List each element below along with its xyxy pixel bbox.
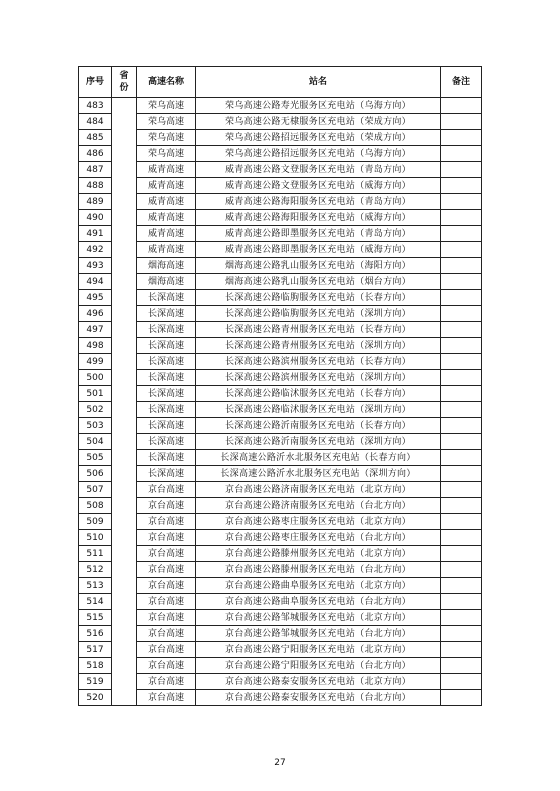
cell-station: 京台高速公路枣庄服务区充电站（台北方向） (196, 530, 441, 546)
table-row (79, 130, 482, 146)
table-header-row (79, 67, 482, 98)
table-row (79, 338, 482, 354)
cell-highway: 长深高速 (137, 290, 196, 306)
cell-no: 509 (79, 514, 112, 530)
cell-highway: 荣乌高速 (137, 114, 196, 130)
cell-highway: 京台高速 (137, 690, 196, 706)
table-row (79, 226, 482, 242)
header-province-line-1: 省 (119, 71, 129, 81)
cell-no: 511 (79, 546, 112, 562)
cell-highway: 京台高速 (137, 578, 196, 594)
cell-station: 京台高速公路曲阜服务区充电站（台北方向） (196, 594, 441, 610)
cell-no: 484 (79, 114, 112, 130)
cell-no: 491 (79, 226, 112, 242)
table-row (79, 242, 482, 258)
table-row (79, 162, 482, 178)
cell-note (441, 226, 482, 242)
table-row (79, 370, 482, 386)
cell-no: 505 (79, 450, 112, 466)
cell-note (441, 386, 482, 402)
cell-note (441, 370, 482, 386)
cell-note (441, 242, 482, 258)
cell-no: 490 (79, 210, 112, 226)
cell-highway: 威青高速 (137, 162, 196, 178)
cell-note (441, 514, 482, 530)
cell-note (441, 178, 482, 194)
cell-highway: 长深高速 (137, 338, 196, 354)
cell-note (441, 194, 482, 210)
cell-station: 威青高速公路即墨服务区充电站（青岛方向） (196, 226, 441, 242)
cell-station: 京台高速公路济南服务区充电站（台北方向） (196, 498, 441, 514)
table-row (79, 290, 482, 306)
cell-note (441, 690, 482, 706)
cell-highway: 长深高速 (137, 386, 196, 402)
cell-highway: 长深高速 (137, 418, 196, 434)
cell-station: 长深高速公路沂水北服务区充电站（深圳方向） (196, 466, 441, 482)
cell-no: 510 (79, 530, 112, 546)
header-no: 序号 (79, 67, 112, 98)
cell-station: 京台高速公路宁阳服务区充电站（台北方向） (196, 658, 441, 674)
cell-no: 500 (79, 370, 112, 386)
header-note: 备注 (441, 67, 482, 98)
cell-note (441, 466, 482, 482)
cell-note (441, 578, 482, 594)
cell-note (441, 418, 482, 434)
cell-note (441, 338, 482, 354)
cell-station: 长深高速公路沂南服务区充电站（长春方向） (196, 418, 441, 434)
cell-highway: 长深高速 (137, 322, 196, 338)
table-row (79, 98, 482, 114)
cell-station: 威青高速公路文登服务区充电站（青岛方向） (196, 162, 441, 178)
table-row (79, 466, 482, 482)
cell-highway: 长深高速 (137, 450, 196, 466)
cell-note (441, 114, 482, 130)
cell-no: 517 (79, 642, 112, 658)
table-row (79, 402, 482, 418)
cell-no: 489 (79, 194, 112, 210)
table-row (79, 642, 482, 658)
cell-note (441, 306, 482, 322)
cell-no: 515 (79, 610, 112, 626)
cell-highway: 威青高速 (137, 242, 196, 258)
cell-note (441, 162, 482, 178)
table-row (79, 194, 482, 210)
table-row (79, 514, 482, 530)
cell-highway: 威青高速 (137, 226, 196, 242)
cell-note (441, 146, 482, 162)
cell-no: 513 (79, 578, 112, 594)
cell-no: 514 (79, 594, 112, 610)
cell-station: 京台高速公路滕州服务区充电站（台北方向） (196, 562, 441, 578)
cell-highway: 京台高速 (137, 658, 196, 674)
cell-note (441, 642, 482, 658)
cell-no: 496 (79, 306, 112, 322)
cell-highway: 长深高速 (137, 466, 196, 482)
cell-note (441, 130, 482, 146)
cell-highway: 长深高速 (137, 354, 196, 370)
table-row (79, 674, 482, 690)
cell-highway: 长深高速 (137, 370, 196, 386)
cell-station: 京台高速公路泰安服务区充电站（北京方向） (196, 674, 441, 690)
cell-station: 京台高速公路泰安服务区充电站（台北方向） (196, 690, 441, 706)
cell-note (441, 594, 482, 610)
cell-station: 长深高速公路青州服务区充电站（长春方向） (196, 322, 441, 338)
cell-note (441, 322, 482, 338)
cell-station: 京台高速公路邹城服务区充电站（北京方向） (196, 610, 441, 626)
cell-note (441, 354, 482, 370)
cell-station: 长深高速公路滨州服务区充电站（深圳方向） (196, 370, 441, 386)
cell-note (441, 482, 482, 498)
cell-station: 京台高速公路宁阳服务区充电站（北京方向） (196, 642, 441, 658)
cell-note (441, 562, 482, 578)
cell-station: 京台高速公路枣庄服务区充电站（北京方向） (196, 514, 441, 530)
cell-highway: 京台高速 (137, 530, 196, 546)
cell-station: 荣乌高速公路无棣服务区充电站（荣成方向） (196, 114, 441, 130)
table-row (79, 482, 482, 498)
cell-note (441, 626, 482, 642)
cell-highway: 烟海高速 (137, 258, 196, 274)
cell-station: 长深高速公路临沭服务区充电站（深圳方向） (196, 402, 441, 418)
table-row (79, 114, 482, 130)
cell-station: 威青高速公路海阳服务区充电站（威海方向） (196, 210, 441, 226)
cell-station: 荣乌高速公路寿光服务区充电站（乌海方向） (196, 98, 441, 114)
table-row (79, 626, 482, 642)
cell-no: 507 (79, 482, 112, 498)
table-row (79, 306, 482, 322)
cell-highway: 京台高速 (137, 642, 196, 658)
cell-no: 499 (79, 354, 112, 370)
cell-no: 497 (79, 322, 112, 338)
cell-highway: 长深高速 (137, 434, 196, 450)
cell-highway: 长深高速 (137, 306, 196, 322)
table-row (79, 386, 482, 402)
table-row (79, 578, 482, 594)
cell-note (441, 258, 482, 274)
header-province (112, 67, 137, 98)
cell-highway: 威青高速 (137, 210, 196, 226)
cell-note (441, 658, 482, 674)
cell-highway: 威青高速 (137, 194, 196, 210)
cell-highway: 京台高速 (137, 514, 196, 530)
table-row (79, 658, 482, 674)
page-number: 27 (274, 758, 286, 768)
cell-no: 508 (79, 498, 112, 514)
cell-station: 京台高速公路济南服务区充电站（北京方向） (196, 482, 441, 498)
table-row (79, 450, 482, 466)
cell-station: 长深高速公路滨州服务区充电站（长春方向） (196, 354, 441, 370)
cell-station: 荣乌高速公路招远服务区充电站（乌海方向） (196, 146, 441, 162)
cell-province (112, 98, 137, 706)
cell-note (441, 610, 482, 626)
table-row (79, 498, 482, 514)
header-station: 站名 (196, 67, 441, 98)
cell-note (441, 210, 482, 226)
cell-station: 长深高速公路青州服务区充电站（深圳方向） (196, 338, 441, 354)
cell-highway: 京台高速 (137, 498, 196, 514)
table-row (79, 562, 482, 578)
cell-station: 荣乌高速公路招远服务区充电站（荣成方向） (196, 130, 441, 146)
cell-note (441, 434, 482, 450)
cell-station: 长深高速公路沂南服务区充电站（深圳方向） (196, 434, 441, 450)
cell-note (441, 274, 482, 290)
table-row (79, 354, 482, 370)
cell-highway: 荣乌高速 (137, 146, 196, 162)
cell-station: 京台高速公路滕州服务区充电站（北京方向） (196, 546, 441, 562)
cell-station: 威青高速公路海阳服务区充电站（青岛方向） (196, 194, 441, 210)
cell-highway: 京台高速 (137, 562, 196, 578)
cell-no: 486 (79, 146, 112, 162)
cell-note (441, 530, 482, 546)
cell-no: 506 (79, 466, 112, 482)
table-row (79, 434, 482, 450)
cell-note (441, 402, 482, 418)
table-row (79, 274, 482, 290)
cell-station: 威青高速公路文登服务区充电站（威海方向） (196, 178, 441, 194)
cell-no: 487 (79, 162, 112, 178)
cell-no: 501 (79, 386, 112, 402)
cell-note (441, 674, 482, 690)
cell-highway: 京台高速 (137, 674, 196, 690)
cell-station: 京台高速公路邹城服务区充电站（台北方向） (196, 626, 441, 642)
station-table (78, 66, 482, 706)
cell-no: 495 (79, 290, 112, 306)
cell-highway: 京台高速 (137, 546, 196, 562)
table-body (79, 98, 482, 706)
cell-no: 504 (79, 434, 112, 450)
table-row (79, 546, 482, 562)
cell-station: 长深高速公路临朐服务区充电站（长春方向） (196, 290, 441, 306)
table-row (79, 610, 482, 626)
cell-highway: 长深高速 (137, 402, 196, 418)
cell-station: 烟海高速公路乳山服务区充电站（烟台方向） (196, 274, 441, 290)
cell-highway: 京台高速 (137, 626, 196, 642)
cell-no: 518 (79, 658, 112, 674)
table-row (79, 146, 482, 162)
cell-station: 京台高速公路曲阜服务区充电站（北京方向） (196, 578, 441, 594)
cell-highway: 荣乌高速 (137, 98, 196, 114)
table-row (79, 530, 482, 546)
cell-no: 516 (79, 626, 112, 642)
cell-station: 长深高速公路临沭服务区充电站（长春方向） (196, 386, 441, 402)
table-row (79, 210, 482, 226)
cell-station: 烟海高速公路乳山服务区充电站（海阳方向） (196, 258, 441, 274)
cell-station: 长深高速公路临朐服务区充电站（深圳方向） (196, 306, 441, 322)
cell-no: 483 (79, 98, 112, 114)
cell-no: 520 (79, 690, 112, 706)
cell-highway: 京台高速 (137, 482, 196, 498)
cell-note (441, 498, 482, 514)
table-row (79, 322, 482, 338)
cell-no: 519 (79, 674, 112, 690)
cell-note (441, 290, 482, 306)
cell-highway: 烟海高速 (137, 274, 196, 290)
cell-no: 494 (79, 274, 112, 290)
table-row (79, 690, 482, 706)
cell-highway: 荣乌高速 (137, 130, 196, 146)
cell-note (441, 546, 482, 562)
cell-station: 长深高速公路沂水北服务区充电站（长春方向） (196, 450, 441, 466)
header-province-line-2: 份 (119, 83, 129, 93)
table-row (79, 258, 482, 274)
table-row (79, 594, 482, 610)
cell-no: 503 (79, 418, 112, 434)
cell-highway: 威青高速 (137, 178, 196, 194)
header-highway: 高速名称 (137, 67, 196, 98)
cell-no: 488 (79, 178, 112, 194)
cell-note (441, 450, 482, 466)
cell-station: 威青高速公路即墨服务区充电站（威海方向） (196, 242, 441, 258)
table-row (79, 418, 482, 434)
cell-no: 512 (79, 562, 112, 578)
cell-no: 502 (79, 402, 112, 418)
cell-no: 492 (79, 242, 112, 258)
cell-no: 485 (79, 130, 112, 146)
cell-note (441, 98, 482, 114)
cell-highway: 京台高速 (137, 594, 196, 610)
table-row (79, 178, 482, 194)
cell-no: 498 (79, 338, 112, 354)
cell-highway: 京台高速 (137, 610, 196, 626)
cell-no: 493 (79, 258, 112, 274)
